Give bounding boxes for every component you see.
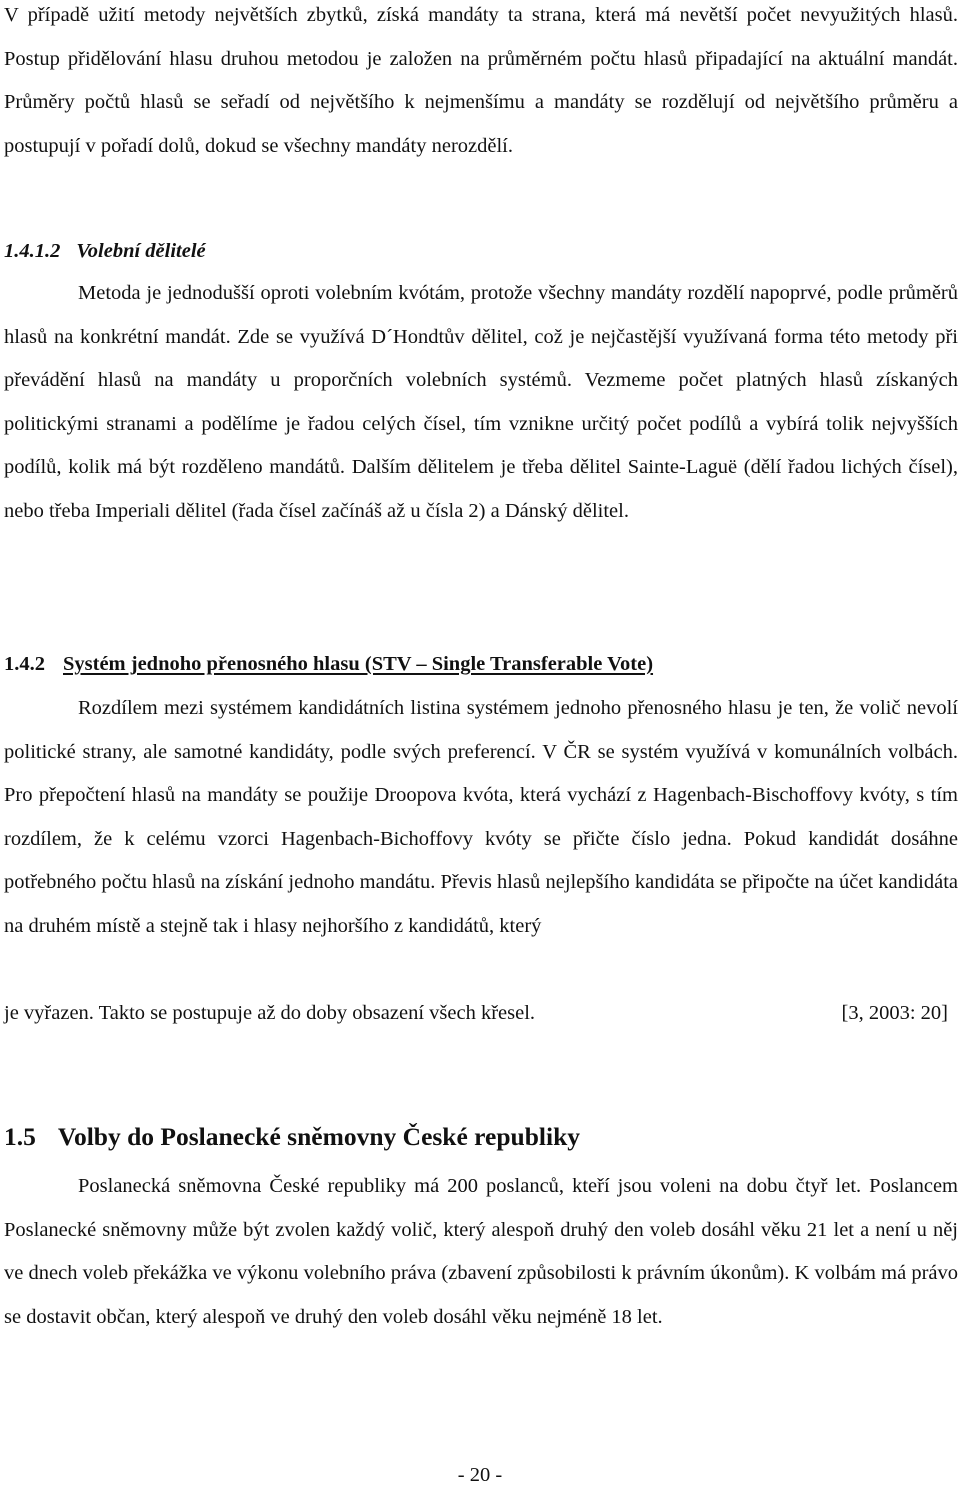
heading-volby-poslanecka-snemovna [4,1122,580,1152]
heading-title: Volby do Poslanecké sněmovny České republiky [57,1122,581,1151]
page-number: - 20 - [457,1464,503,1486]
heading-volebni-delitele [4,240,206,263]
paragraph-dhondt: Metoda je jednodušší oproti volebním kvótám, protože všechny mandáty rozdělí napoprvé, podle průměrů hlasů na konkrétní mandát. Zde se využívá D´Hondtův dělitel, což je nejčastější využívaná forma této metody při převádění hlasů na mandáty u proporčních volebních systémů. Vezmeme počet platných hlasů získaných politickými stranami a podělíme je řadou celých čísel, tím vznikne určitý počet podílů a vybírá tolik nejvyšších podílů, kolik má být rozděleno mandátů. Dalším dělitelem je třeba dělitel Sainte-Laguë (dělí řadou lichých čísel), nebo třeba Imperiali dělitel (řada čísel začínáš až u čísla 2) a Dánský dělitel. [4,282,958,522]
heading-title: Volební dělitelé [76,240,206,262]
heading-number: 1.4.1.2 [4,240,61,262]
paragraph-poslanecka-snemovna: Poslanecká sněmovna České republiky má 200 poslanců, kteří jsou voleni na dobu čtyř let. Poslancem Poslanecké sněmovny může být zvolen každý volič, který alespoň druhý den voleb dosáhl věku 21 let a není u něj ve dnech voleb překážka ve výkonu volebního práva (zbavení způsobilosti k právním úkonům). K volbám má právo se dostavit občan, který alespoň ve druhý den voleb dosáhl věku nejméně 18 let. [4,1175,958,1328]
heading-number: 1.5 [4,1122,36,1151]
last-line-text: je vyřazen. Takto se postupuje až do doby obsazení všech křesel. [4,1002,536,1024]
paragraph-stv-last-line [4,1002,954,1025]
heading-number: 1.4.2 [4,653,45,675]
citation: [3, 2003: 20] [841,1002,948,1024]
paragraph-largest-remainders: V případě užití metody největších zbytků, získá mandáty ta strana, která má nevětší počet nevyužitých hlasů. Postup přidělování hlasu druhou metodou je založen na průměrném počtu hlasů připadající na aktuální mandát. Průměry počtů hlasů se seřadí od největšího k nejmenšímu a mandáty se rozdělují od největšího průměru a postupují v pořadí dolů, dokud se všechny mandáty nerozdělí. [4,4,958,157]
heading-stv [4,653,653,676]
paragraph-stv: Rozdílem mezi systémem kandidátních listina systémem jednoho přenosného hlasu je ten, že volič nevolí politické strany, ale samotné kandidáty, podle svých preferencí. V ČR se systém využívá v komunálních volbách. Pro přepočtení hlasů na mandáty se použije Droopova kvóta, která vychází z Hagenbach-Bischoffovy kvóty, s tím rozdílem, že k celému vzorci Hagenbach-Bichoffovy kvóty se přičte číslo jedna. Pokud kandidát dosáhne potřebného počtu hlasů na získání jednoho mandátu. Převis hlasů nejlepšího kandidáta se připočte na účet kandidáta na druhém místě a stejně tak i hlasy nejhoršího z kandidátů, který [4,697,958,937]
heading-title: Systém jednoho přenosného hlasu (STV – Single Transferable Vote) [63,653,654,675]
